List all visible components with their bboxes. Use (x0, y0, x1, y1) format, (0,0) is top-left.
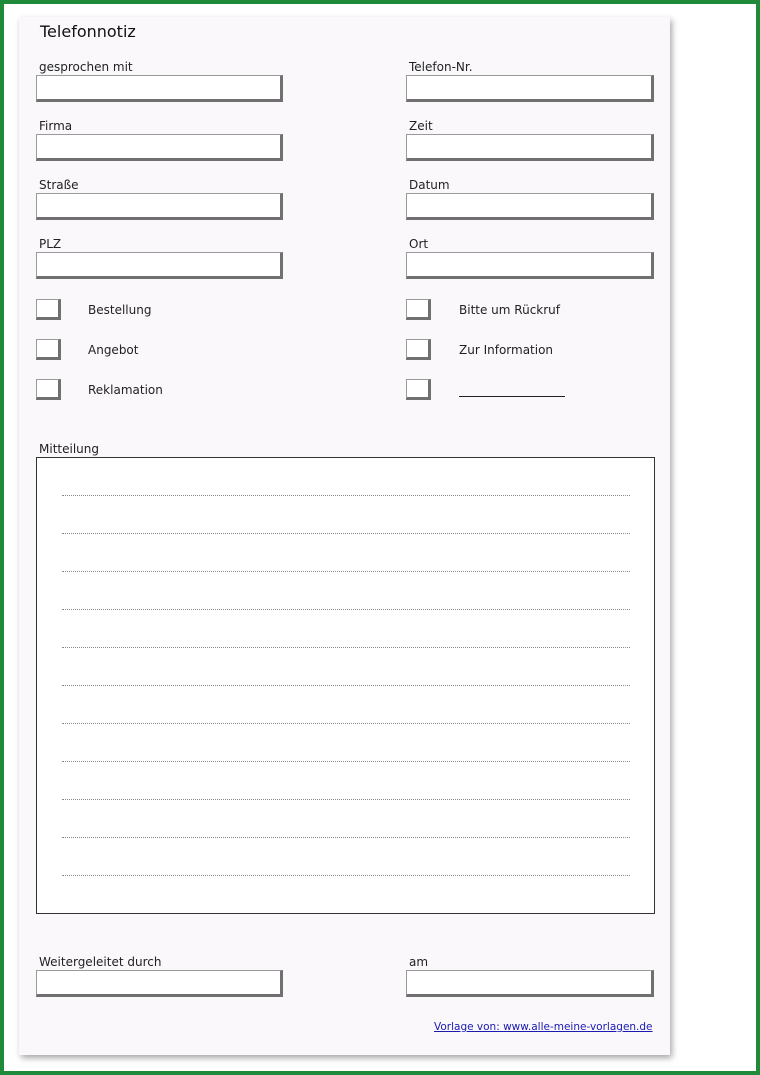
forwarded-by-field[interactable] (36, 970, 283, 997)
message-box[interactable] (36, 457, 655, 914)
writing-line (62, 685, 630, 686)
offer-checkbox-label: Angebot (88, 343, 139, 357)
phone-label: Telefon-Nr. (409, 60, 473, 74)
writing-line (62, 647, 630, 648)
zip-label: PLZ (39, 237, 62, 251)
zip-field[interactable] (36, 252, 283, 279)
street-field[interactable] (36, 193, 283, 220)
street-label: Straße (39, 178, 79, 192)
writing-line (62, 761, 630, 762)
forwarded-on-label: am (409, 955, 429, 969)
date-label: Datum (409, 178, 450, 192)
company-field[interactable] (36, 134, 283, 161)
city-field[interactable] (406, 252, 654, 279)
writing-line (62, 571, 630, 572)
complaint-checkbox[interactable] (36, 379, 61, 400)
order-checkbox-label: Bestellung (88, 303, 152, 317)
callback-checkbox-label: Bitte um Rückruf (459, 303, 560, 317)
complaint-checkbox-label: Reklamation (88, 383, 163, 397)
spoken-with-field[interactable] (36, 75, 283, 102)
spoken-with-label: gesprochen mit (39, 60, 133, 74)
order-checkbox[interactable] (36, 299, 61, 320)
writing-line (62, 875, 630, 876)
info-checkbox[interactable] (406, 339, 431, 360)
offer-checkbox[interactable] (36, 339, 61, 360)
time-field[interactable] (406, 134, 654, 161)
forwarded-by-label: Weitergeleitet durch (39, 955, 162, 969)
company-label: Firma (39, 119, 73, 133)
writing-line (62, 495, 630, 496)
phone-field[interactable] (406, 75, 654, 102)
writing-line (62, 723, 630, 724)
custom-option-blank-line[interactable] (459, 396, 565, 397)
custom-checkbox[interactable] (406, 379, 431, 400)
message-label: Mitteilung (39, 442, 99, 456)
forwarded-on-field[interactable] (406, 970, 654, 997)
writing-line (62, 609, 630, 610)
writing-line (62, 837, 630, 838)
info-checkbox-label: Zur Information (459, 343, 554, 357)
writing-line (62, 799, 630, 800)
writing-line (62, 533, 630, 534)
callback-checkbox[interactable] (406, 299, 431, 320)
form-title: Telefonnotiz (40, 22, 136, 41)
time-label: Zeit (409, 119, 433, 133)
city-label: Ort (409, 237, 429, 251)
date-field[interactable] (406, 193, 654, 220)
template-credit-link[interactable]: Vorlage von: www.alle-meine-vorlagen.de (434, 1021, 653, 1033)
